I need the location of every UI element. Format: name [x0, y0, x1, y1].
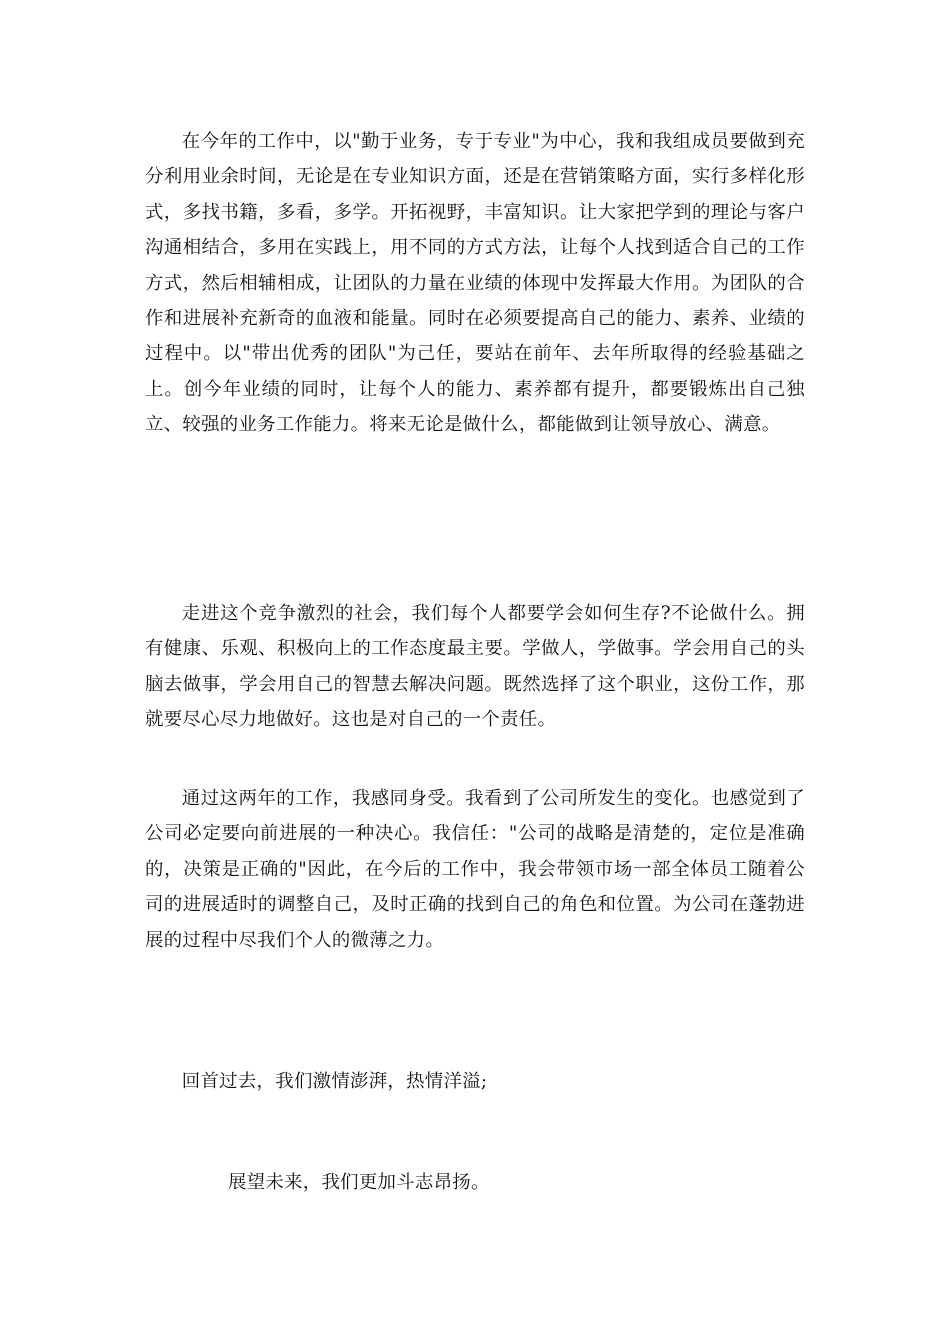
paragraph-looking-forward: 展望未来，我们更加斗志昂扬。: [228, 1172, 490, 1193]
paragraph-company-progress: 通过这两年的工作，我感同身受。我看到了公司所发生的变化。也感觉到了公司必定要向前进展的一种决心。我信任："公司的战略是清楚的，定位是准确的，决策是正确的"因此，在今后的工作中，我会带领市场一部全体员工随着公司的进展适时的调整自己，及时正确的找到自己的角色和位置。为公司在蓬勃进展的过程中尽我们个人的微薄之力。: [145, 788, 805, 951]
paragraph-survival: 走进这个竞争激烈的社会，我们每个人都要学会如何生存?不论做什么。拥有健康、乐观、积极向上的工作态度最主要。学做人，学做事。学会用自己的头脑去做事，学会用自己的智慧去解决问题。既然选择了这个职业，这份工作，那就要尽心尽力地做好。这也是对自己的一个责任。: [145, 603, 805, 731]
paragraph-work-plan: 在今年的工作中，以"勤于业务，专于专业"为中心，我和我组成员要做到充分利用业余时间，无论是在专业知识方面，还是在营销策略方面，实行多样化形式，多找书籍，多看，多学。开拓视野，丰富知识。让大家把学到的理论与客户沟通相结合，多用在实践上，用不同的方式方法，让每个人找到适合自己的工作方式，然后相辅相成，让团队的力量在业绩的体现中发挥最大作用。为团队的合作和进展补充新奇的血液和能量。同时在必须要提高自己的能力、素养、业绩的过程中。以"带出优秀的团队"为己任，要站在前年、去年所取得的经验基础之上。创今年业绩的同时，让每个人的能力、素养都有提升，都要锻炼出自己独立、较强的业务工作能力。将来无论是做什么，都能做到让领导放心、满意。: [145, 131, 805, 436]
paragraph-looking-back: 回首过去，我们激情澎湃，热情洋溢;: [181, 1071, 488, 1092]
